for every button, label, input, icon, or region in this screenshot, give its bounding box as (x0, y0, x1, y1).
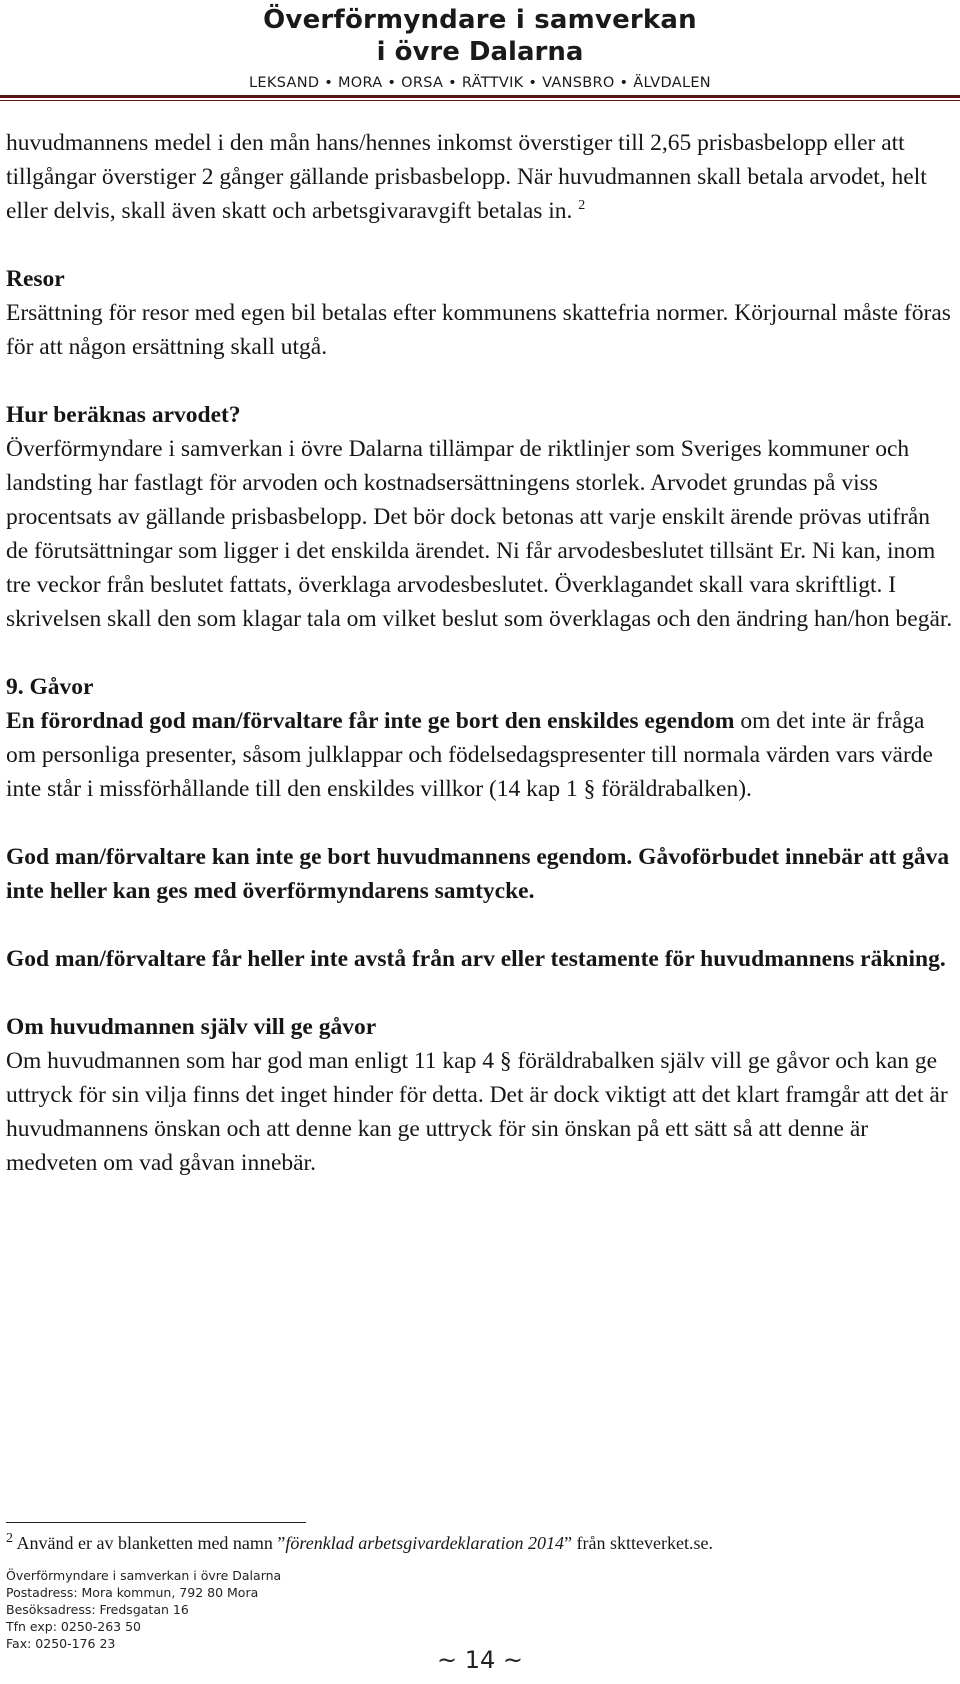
document-body (6, 126, 956, 1180)
footnote-form-name: förenklad arbetsgivardeklaration 2014 (285, 1533, 565, 1553)
footer-phone: Tfn exp: 0250-263 50 (6, 1619, 141, 1634)
paragraph-arv-testamente: God man/förvaltare får heller inte avstå från arv eller testamente för huvudmannens räkning. (6, 946, 946, 972)
paragraph-arvode: Överförmyndare i samverkan i övre Dalarna tillämpar de riktlinjer som Sveriges kommuner och landsting har fastlagt för arvoden och kostnadsersättningens storlek. Arvodet grundas på viss procentsats av gällande prisbasbelopp. Det bör dock betonas att varje enskilt ärende prövas utifrån de förutsättningar som ligger i det enskilda ärendet. Ni får arvodesbeslutet tillsänt Er. Ni kan, inom tre veckor från beslutet fattats, överklaga arvodesbeslutet. Överklagandet skall vara skriftligt. I skrivelsen skall den som klagar tala om vilket beslut som överklagas och den ändring han/hon begär. (6, 436, 953, 632)
letterhead-towns: LEKSAND • MORA • ORSA • RÄTTVIK • VANSBRO • ÄLVDALEN (249, 75, 711, 91)
letterhead-title-line2: i övre Dalarna (376, 37, 584, 67)
paragraph-resor: Ersättning för resor med egen bil betalas efter kommunens skattefria normer. Körjournal måste föras för att någon ersättning skall utgå. (6, 300, 951, 360)
heading-om-huvudmannen: Om huvudmannen själv vill ge gåvor (6, 1014, 377, 1040)
footer-org: Överförmyndare i samverkan i övre Dalarna (6, 1568, 282, 1583)
heading-resor: Resor (6, 266, 65, 292)
footer-postal: Postadress: Mora kommun, 792 80 Mora (6, 1585, 259, 1600)
paragraph-arvode-continued (6, 126, 956, 228)
footnote-reference[interactable]: 2 (578, 198, 586, 214)
page-number: ~ 14 ~ (436, 1646, 523, 1674)
footnote-number: 2 (6, 1531, 13, 1546)
header-rule-thin (0, 100, 960, 101)
footnote (6, 1530, 946, 1556)
footer-visit: Besöksadress: Fredsgatan 16 (6, 1602, 189, 1617)
paragraph-gavor (6, 704, 956, 806)
paragraph-text: huvudmannens medel i den mån hans/hennes inkomst överstiger till 2,65 prisbasbelopp eller att tillgångar överstiger 2 gånger gällande prisbasbelopp. När huvudmannen skall betala arvodet, helt eller delvis, skall även skatt och arbetsgivaravgift betalas in. (6, 130, 927, 224)
header-rule-thick (0, 95, 960, 98)
footer-fax: Fax: 0250-176 23 (6, 1636, 116, 1651)
footer-address (6, 1567, 281, 1652)
heading-hur-beraknas-arvodet: Hur beräknas arvodet? (6, 402, 241, 428)
paragraph-gavor-text: om det inte är fråga om personliga presenter, såsom julklappar och födelsedagspresenter till normala värden vars värde inte står i missförhållande till den enskildes villkor (14 kap 1 § föräldrabalken). (6, 708, 933, 802)
heading-gavor: 9. Gåvor (6, 674, 94, 700)
paragraph-gavoforbud: God man/förvaltare kan inte ge bort huvudmannens egendom. Gåvoförbudet innebär att gåva inte heller kan ges med överförmyndarens samtycke. (6, 844, 950, 904)
footnote-rule (6, 1522, 306, 1523)
letterhead (0, 4, 960, 94)
footnote-text-end: ” från sktteverket.se. (564, 1533, 713, 1553)
paragraph-gavor-bold: En förordnad god man/förvaltare får inte ge bort den enskildes egendom (6, 708, 735, 734)
paragraph-om-huvudmannen: Om huvudmannen som har god man enligt 11 kap 4 § föräldrabalken själv vill ge gåvor och kan ge uttryck för sin vilja finns det inget hinder för detta. Det är dock viktigt att det klart framgår att det är huvudmannens önskan och att denne kan ge uttryck för sin önskan på ett sätt så att denne är medveten om vad gåvan innebär. (6, 1048, 948, 1176)
footnote-text-start: Använd er av blanketten med namn ” (13, 1533, 286, 1553)
letterhead-title-line1: Överförmyndare i samverkan (263, 5, 697, 35)
